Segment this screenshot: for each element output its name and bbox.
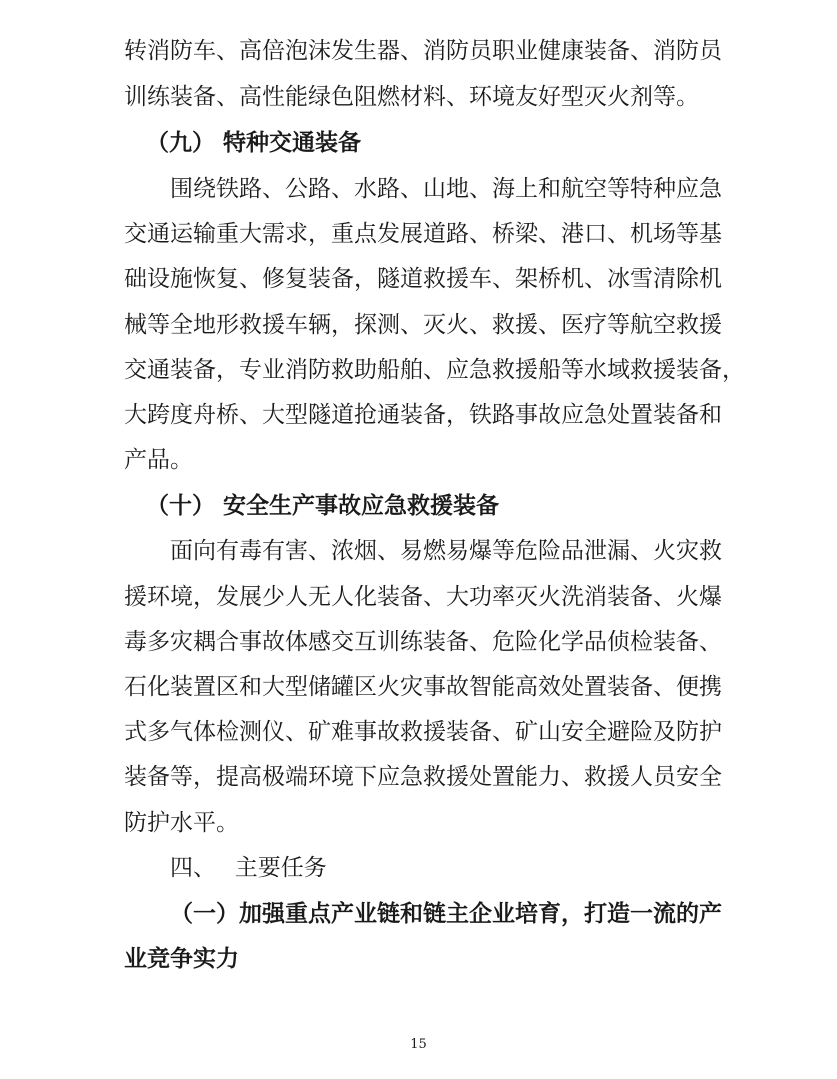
section-heading: （十） 安全生产事故应急救援装备 (146, 493, 500, 519)
paragraph-line: 械等全地形救援车辆，探测、灭火、救援、医疗等航空救援 (124, 312, 722, 338)
paragraph-line: 防护水平。 (124, 810, 239, 836)
paragraph-line: 毒多灾耦合事故体感交互训练装备、危险化学品侦检装备、 (124, 629, 722, 655)
chapter-heading: 四、 主要任务 (170, 855, 327, 881)
subsection-heading: 业竞争实力 (124, 946, 239, 972)
paragraph-line: 围绕铁路、公路、水路、山地、海上和航空等特种应急 (170, 176, 722, 202)
paragraph-line: 交通装备，专业消防救助船舶、应急救援船等水域救援装备， (124, 357, 745, 383)
paragraph-line: 产品。 (124, 447, 193, 473)
paragraph-line: 援环境，发展少人无人化装备、大功率灭火洗消装备、火爆 (124, 584, 722, 610)
page-number: 15 (410, 1037, 427, 1052)
paragraph-line: 础设施恢复、修复装备，隧道救援车、架桥机、冰雪清除机 (124, 266, 722, 292)
subsection-heading: （一）加强重点产业链和链主企业培育，打造一流的产 (170, 901, 722, 927)
paragraph-line: 面向有毒有害、浓烟、易燃易爆等危险品泄漏、火灾救 (170, 538, 722, 564)
paragraph-line: 大跨度舟桥、大型隧道抢通装备，铁路事故应急处置装备和 (124, 402, 722, 428)
paragraph-line: 石化装置区和大型储罐区火灾事故智能高效处置装备、便携 (124, 674, 722, 700)
paragraph-line: 式多气体检测仪、矿难事故救援装备、矿山安全避险及防护 (124, 719, 722, 745)
paragraph-line: 交通运输重大需求，重点发展道路、桥梁、港口、机场等基 (124, 221, 722, 247)
paragraph-line: 训练装备、高性能绿色阻燃材料、环境友好型灭火剂等。 (124, 84, 699, 110)
paragraph-line: 转消防车、高倍泡沫发生器、消防员职业健康装备、消防员 (124, 38, 722, 64)
paragraph-line: 装备等，提高极端环境下应急救援处置能力、救援人员安全 (124, 764, 722, 790)
section-heading: （九） 特种交通装备 (146, 130, 362, 156)
